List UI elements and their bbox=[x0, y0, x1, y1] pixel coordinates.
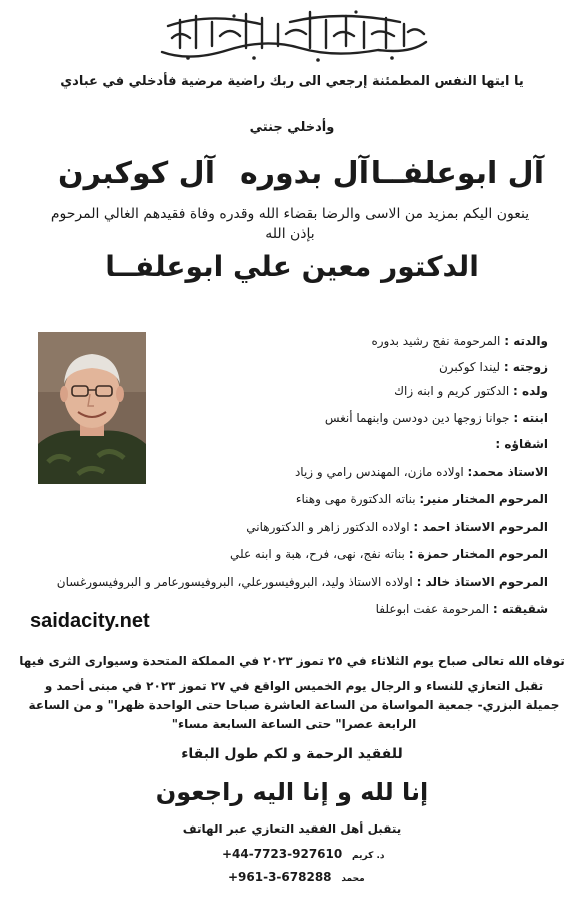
phone-contact-name: محمد bbox=[341, 874, 365, 884]
deceased-name: الدكتور معين علي ابوعلفــا bbox=[105, 250, 479, 283]
relation-label: ولده : bbox=[513, 384, 548, 398]
relative-row bbox=[38, 360, 548, 374]
death-announcement: توفاه الله تعالى صباح يوم الثلاثاء في ٢٥ تموز ٢٠٢٣ في المملكة المتحدة وسيوارى الثرى فيها bbox=[19, 654, 565, 668]
quran-verse-line-1: يا ايتها النفس المطمئنة إرجعي الى ربك راضية مرضية فأدخلي في عبادي bbox=[60, 74, 524, 89]
relation-label: المرحوم الاستاذ احمد : bbox=[413, 520, 548, 534]
relation-label: المرحوم الاستاذ خالد : bbox=[416, 575, 548, 589]
family-names bbox=[30, 156, 554, 196]
portrait-image bbox=[38, 332, 146, 484]
family-name: آل كوكبرن bbox=[58, 156, 215, 191]
relation-value: جوانا زوجها دين دودسن وابنهما أنغس bbox=[324, 411, 510, 425]
relation-value: اولاده مازن، المهندس رامي و زياد bbox=[294, 465, 464, 479]
announcement-line-2: بإذن الله bbox=[265, 226, 315, 242]
mercy-line: للفقيد الرحمة و لكم طول البقاء bbox=[181, 746, 403, 762]
announcement-line-1: ينعون اليكم بمزيد من الاسى والرضا بقضاء الله وقدره وفاة فقيدهم الغالي المرحوم bbox=[50, 206, 530, 222]
calligraphy-image bbox=[150, 8, 434, 64]
relation-value: ليندا كوكبرن bbox=[438, 360, 500, 374]
relation-label: المرحوم المختار منير: bbox=[419, 492, 548, 506]
relation-value: اولاده الاستاذ وليد، البروفيسورعلي، البروفيسورعامر و البروفيسورغسان bbox=[56, 575, 413, 589]
relative-row bbox=[38, 492, 548, 506]
relative-row bbox=[38, 334, 548, 348]
phone-condolence-note: يتقبل أهل الفقيد التعازي عبر الهاتف bbox=[182, 822, 402, 836]
condolence-details: تقبل التعازي للنساء و الرجال يوم الخميس الواقع في ٢٧ تموز ٢٠٢٣ في مبنى أحمد و جميلة البزري- جمعية المواساة من الساعة العاشرة صباحا حتى الواحدة ظهرا" و من الساعة الرابعة عصرا" حتى الساعة السابعة مساء" bbox=[28, 679, 560, 731]
deceased-photo bbox=[38, 332, 146, 484]
relation-value: المرحومة عفت ابوعلفا bbox=[375, 602, 490, 616]
relative-row bbox=[38, 520, 548, 534]
relation-value: اولاده الدكتور زاهر و الدكتورهاني bbox=[246, 520, 410, 534]
quran-verse-line-2: وأدخلي جنتي bbox=[249, 120, 335, 135]
family-name: آل ابوعلفــا bbox=[370, 156, 544, 191]
phone-contact-name: د. كريم bbox=[352, 851, 385, 861]
phone-number: +961-3-678288 bbox=[228, 870, 332, 884]
relative-row bbox=[38, 575, 548, 589]
relative-row bbox=[38, 547, 548, 561]
inna-lillah-line: إنا لله و إنا اليه راجعون bbox=[155, 778, 429, 806]
calligraphy-emblem bbox=[150, 8, 434, 64]
relation-value: الدكتور كريم و ابنه زاك bbox=[394, 384, 510, 398]
relation-label: المرحوم المختار حمزة : bbox=[408, 547, 548, 561]
relation-label: ابنته : bbox=[513, 411, 548, 425]
relation-label: شقيقته : bbox=[492, 602, 548, 616]
relation-label: اشقاؤه : bbox=[495, 437, 548, 451]
relative-row bbox=[38, 437, 548, 451]
phone-number: +44-7723-927610 bbox=[222, 847, 343, 861]
site-watermark: saidacity.net bbox=[30, 610, 150, 632]
relation-value: المرحومة نفج رشيد بدوره bbox=[371, 334, 501, 348]
relation-value: بناته نفج، نهى، فرح، هبة و ابنه علي bbox=[229, 547, 405, 561]
relation-value: بناته الدكتورة مهى وهناء bbox=[295, 492, 416, 506]
relation-label: والدته : bbox=[504, 334, 548, 348]
relation-label: الاستاذ محمد: bbox=[467, 465, 548, 479]
relative-row bbox=[38, 384, 548, 398]
family-name: آل بدوره bbox=[240, 156, 369, 191]
relative-row bbox=[38, 411, 548, 425]
relation-label: زوجته : bbox=[503, 360, 548, 374]
relative-row bbox=[38, 465, 548, 479]
